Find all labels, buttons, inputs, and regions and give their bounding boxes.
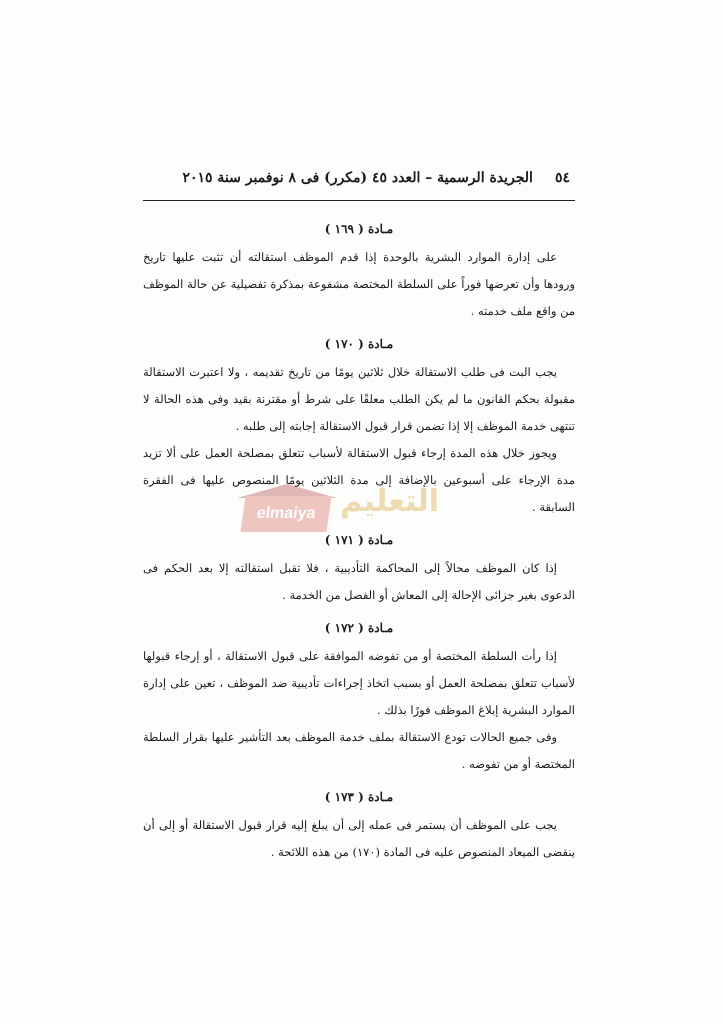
article-title: مـادة ( ١٧١ ) <box>324 533 394 547</box>
article-title: مـادة ( ١٦٩ ) <box>324 222 394 236</box>
article-paragraph: إذا رأت السلطة المختصة أو من تفوضه الموافقة على قبول الاستقالة ، أو إرجاء قبولها لأسباب تتعلق بمصلحة العمل أو بسبب اتخاذ إجراءات تأديبية ضد الموظف ، تعين على إدارة الموارد البشرية إبلاغ الموظف فورًا بذلك . <box>143 649 575 717</box>
article-paragraph: على إدارة الموارد البشرية بالوحدة إذا قدم الموظف استقالته أن تثبت عليها تاريخ ورودها وأن تعرضها فوراً على السلطة المختصة مشفوعة بمذكرة تفصيلية عن حالة الموظف من واقع ملف خدمته . <box>143 250 575 318</box>
article-173 <box>143 782 575 866</box>
article-paragraph: يجب على الموظف أن يستمر فى عمله إلى أن يبلغ إليه قرار قبول الاستقالة أو إلى أن ينقضى الميعاد المنصوص عليه فى المادة (١٧٠) من هذه اللائحة . <box>143 818 575 859</box>
gazette-title: الجريدة الرسمية – العدد ٤٥ (مكرر) فى ٨ نوفمبر سنة ٢٠١٥ <box>182 170 533 186</box>
document-body <box>143 210 575 866</box>
article-paragraph: ويجوز خلال هذه المدة إرجاء قبول الاستقالة لأسباب تتعلق بمصلحة العمل على ألا تزيد مدة الإرجاء على أسبوعين بالإضافة إلى مدة الثلاثين يومًا المنصوص عليها فى الفقرة السابقة . <box>143 446 575 514</box>
article-paragraph: إذا كان الموظف محالاً إلى المحاكمة التأديبية ، فلا تقبل استقالته إلا بعد الحكم فى الدعوى بغير جزائى الإحالة إلى المعاش أو الفصل من الخدمة . <box>143 561 575 602</box>
watermark-logo-block: elmaiya <box>240 496 331 532</box>
article-title: مـادة ( ١٧٣ ) <box>324 790 394 804</box>
article-171 <box>143 525 575 609</box>
watermark-text: التعليم <box>340 484 439 519</box>
article-172 <box>143 613 575 778</box>
article-paragraph: وفى جميع الحالات تودع الاستقالة بملف خدمة الموظف بعد التأشير عليها بقرار السلطة المختصة أو من تفوضه . <box>143 730 575 771</box>
page-header <box>170 170 570 186</box>
article-paragraph: يجب البت فى طلب الاستقالة خلال ثلاثين يومًا من تاريخ تقديمه ، ولا اعتبرت الاستقالة مقبولة بحكم القانون ما لم يكن الطلب معلقًا على شرط أو مقترنة بقيد وفى هذه الحالة لا تنتهى خدمة الموظف إلا إذا تضمن قرار قبول الاستقالة إجابته إلى طلبه . <box>143 365 575 433</box>
page-number: ٥٤ <box>554 170 570 186</box>
article-170 <box>143 329 575 521</box>
article-title: مـادة ( ١٧٢ ) <box>324 621 394 635</box>
article-title: مـادة ( ١٧٠ ) <box>324 337 394 351</box>
article-169 <box>143 214 575 325</box>
header-divider <box>143 200 575 201</box>
